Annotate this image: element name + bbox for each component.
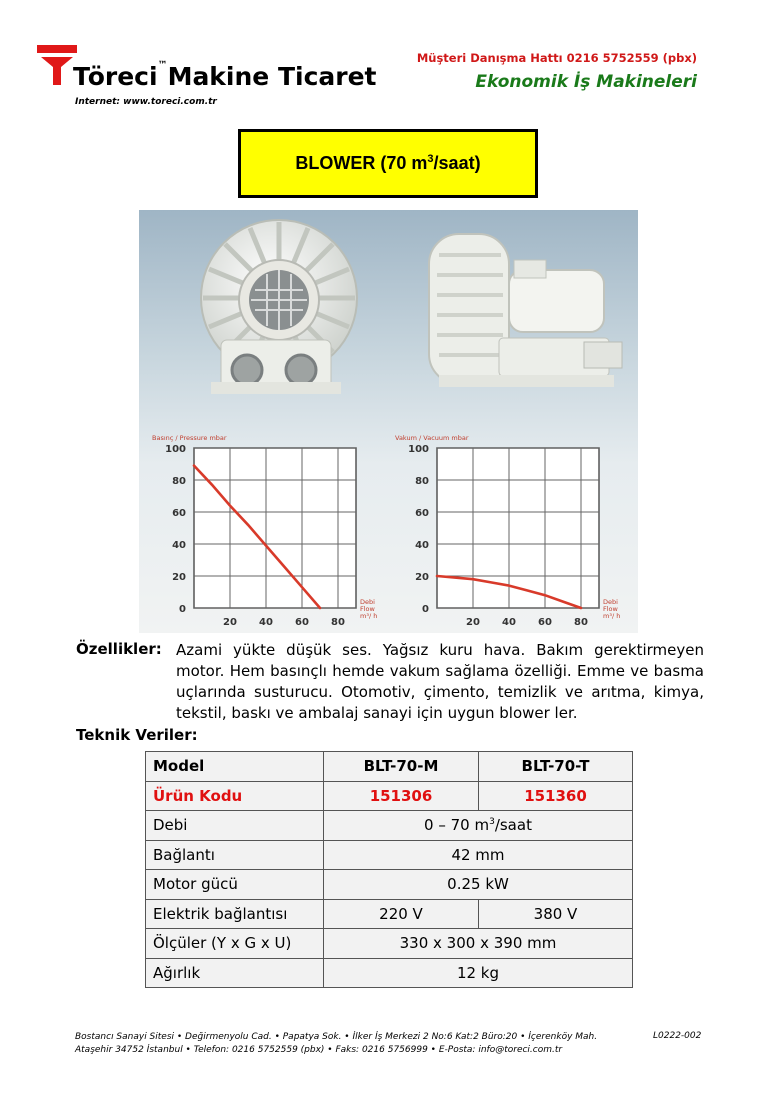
x-axis-label: Debi Flow m³/ h: [360, 598, 378, 620]
electric-label: Elektrik bağlantısı: [146, 899, 324, 929]
product-photo-panel: [139, 210, 638, 633]
technical-data-label: Teknik Veriler:: [76, 726, 198, 744]
spec-table: [145, 751, 633, 988]
table-header-row: [146, 752, 633, 782]
connection-label: Bağlantı: [146, 840, 324, 870]
toreci-logo-icon: [37, 45, 77, 85]
y-tick-label: 80: [415, 476, 429, 487]
electric-t-value: 380 V: [479, 899, 633, 929]
flow-label: Debi: [146, 811, 324, 841]
x-axis-label: Debi Flow m³/ h: [603, 598, 621, 620]
chart-frame: [194, 448, 356, 608]
y-tick-label: 60: [415, 508, 429, 519]
model-m-header: BLT-70-M: [324, 752, 479, 782]
footer-address: [75, 1031, 597, 1057]
y-tick-label: 20: [172, 572, 186, 583]
y-tick-label: 100: [165, 444, 186, 455]
motor-power-value: 0.25 kW: [324, 870, 633, 900]
table-row: [146, 811, 633, 841]
x-tick-label: 60: [538, 617, 552, 628]
table-row: [146, 840, 633, 870]
y-tick-label: 0: [422, 604, 429, 615]
product-title: BLOWER (70 $m^3/saat$): [295, 153, 481, 173]
product-code-t: 151360: [479, 781, 633, 811]
flow-value: 0 – 70 $m^3$/saat: [324, 811, 633, 841]
footer-line-1: Bostancı Sanayi Sitesi • Değirmenyolu Cad. • Papatya Sok. • İlker İş Merkezi 2 No:6 Kat:2 Büro:20 • İçerenköy Mah.: [75, 1032, 598, 1042]
weight-label: Ağırlık: [146, 958, 324, 988]
electric-m-value: 220 V: [324, 899, 479, 929]
table-row: [146, 899, 633, 929]
x-tick-label: 60: [295, 617, 309, 628]
connection-value: 42 mm: [324, 840, 633, 870]
chart-frame: [437, 448, 599, 608]
table-row: [146, 870, 633, 900]
y-tick-label: 60: [172, 508, 186, 519]
x-tick-label: 80: [331, 617, 345, 628]
table-row: [146, 929, 633, 959]
dimensions-label: Ölçüler (Y x G x U): [146, 929, 324, 959]
features-label: Özellikler:: [76, 640, 162, 658]
product-code-m: 151306: [324, 781, 479, 811]
y-tick-label: 20: [415, 572, 429, 583]
weight-value: 12 kg: [324, 958, 633, 988]
brand-name: Töreci™Makine Ticaret: [73, 60, 377, 91]
chart-title: Vakum / Vacuum mbar: [395, 434, 469, 442]
slogan: Ekonomik İş Makineleri: [475, 72, 697, 92]
internet-address: Internet: www.toreci.com.tr: [75, 97, 217, 107]
motor-power-label: Motor gücü: [146, 870, 324, 900]
y-tick-label: 40: [172, 540, 186, 551]
y-tick-label: 40: [415, 540, 429, 551]
x-tick-label: 20: [466, 617, 480, 628]
document-number: L0222-002: [653, 1031, 702, 1041]
product-title-box: [238, 129, 538, 198]
chart-title: Basınç / Pressure mbar: [152, 434, 227, 442]
table-row: [146, 781, 633, 811]
model-t-header: BLT-70-T: [479, 752, 633, 782]
y-tick-label: 100: [408, 444, 429, 455]
x-tick-label: 80: [574, 617, 588, 628]
model-header: Model: [146, 752, 324, 782]
customer-hotline: Müşteri Danışma Hattı 0216 5752559 (pbx): [416, 51, 697, 65]
dimensions-value: 330 x 300 x 390 mm: [324, 929, 633, 959]
x-tick-label: 20: [223, 617, 237, 628]
y-tick-label: 80: [172, 476, 186, 487]
footer-line-2: Ataşehir 34752 İstanbul • Telefon: 0216 5752559 (pbx) • Faks: 0216 5756999 • E-Posta: info@toreci.com.tr: [75, 1045, 563, 1055]
x-tick-label: 40: [502, 617, 516, 628]
features-text: Azami yükte düşük ses. Yağsız kuru hava. Bakım gerektirmeyen motor. Hem basınçlı hemde vakum sağlama özelliği. Emme ve basma uçlarında susturucu. Otomotiv, çimento, temizlik ve arıtma, kimya, tekstil, baskı ve ambalaj sanayi için uygun blower ler.: [176, 641, 704, 722]
product-code-label: Ürün Kodu: [146, 781, 324, 811]
x-tick-label: 40: [259, 617, 273, 628]
y-tick-label: 0: [179, 604, 186, 615]
table-row: [146, 958, 633, 988]
